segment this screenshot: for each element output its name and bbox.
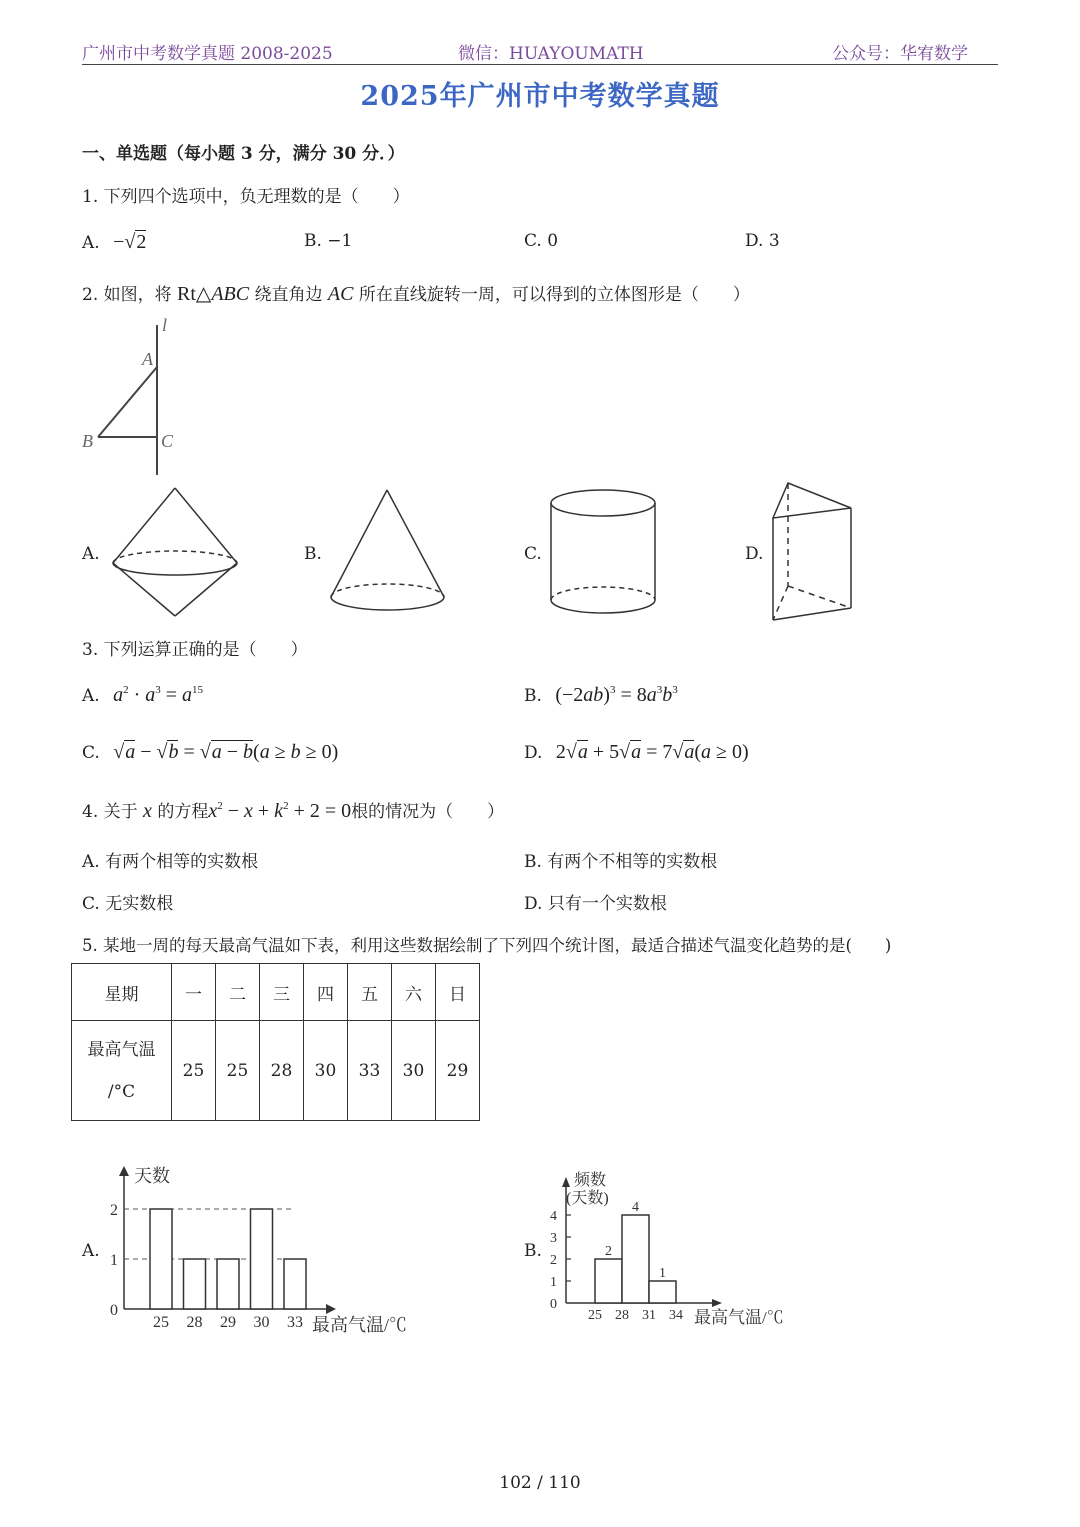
y-tick-label: 4: [550, 1209, 557, 1224]
x-axis-label: 最高气温/℃: [694, 1308, 784, 1327]
cone-icon: [326, 487, 451, 617]
table-cell: 28: [260, 1021, 304, 1121]
chart-b-histogram: [540, 1165, 810, 1335]
q2-option-c-label: C.: [524, 544, 542, 564]
q1-stem: 1. 下列四个选项中，负无理数的是（ ）: [82, 187, 410, 207]
x-tick-label: 31: [642, 1308, 656, 1323]
table-row-label: 最高气温 /°C: [72, 1021, 172, 1121]
y-tick-label: 1: [110, 1252, 118, 1269]
page-number: 102 / 110: [499, 1473, 581, 1493]
q5-stem: 5. 某地一周的每天最高气温如下表，利用这些数据绘制了下列四个统计图，最适合描述气温变化趋势的是( ): [82, 936, 892, 955]
q3-option-d: D. 2√a + 5√a = 7√a(a ≥ 0): [524, 741, 749, 763]
q5-option-b-label: B.: [524, 1241, 542, 1261]
q1-option-c: C. 0: [524, 231, 559, 251]
data-label: 4: [632, 1200, 639, 1215]
y-axis-arrow: [119, 1166, 129, 1176]
q1-a-minus: −: [113, 231, 125, 253]
bar: [284, 1259, 306, 1309]
q1-option-b: B. −1: [304, 231, 353, 251]
table-cell: 33: [348, 1021, 392, 1121]
table-cell: 30: [392, 1021, 436, 1121]
x-tick-label: 25: [588, 1308, 602, 1323]
q4-option-b: B. 有两个不相等的实数根: [524, 852, 718, 872]
table-row: [72, 1021, 480, 1121]
table-cell: 30: [304, 1021, 348, 1121]
x-tick-label: 33: [287, 1314, 303, 1331]
chart-a-bar: [100, 1160, 440, 1340]
x-tick-label: 28: [615, 1308, 629, 1323]
temperature-table: [71, 963, 480, 1121]
bar: [217, 1259, 239, 1309]
q4-option-c: C. 无实数根: [82, 894, 174, 914]
q2-option-a-label: A.: [82, 544, 100, 564]
page-title: 2025年广州市中考数学真题: [360, 81, 720, 112]
triangular-prism-icon: [768, 478, 858, 628]
x-tick-label: 34: [669, 1308, 683, 1323]
q1-option-a: A. −√2: [82, 231, 147, 253]
data-label: 2: [605, 1244, 612, 1259]
q3-option-a: A. $a^2 \cdot a^3 = a^{15}$: [82, 684, 204, 706]
bar: [251, 1209, 273, 1309]
q2-label-b: B: [82, 431, 93, 451]
q2-label-l: l: [162, 315, 168, 335]
table-header-cell: 五: [348, 964, 392, 1021]
y-axis-label: 天数: [134, 1166, 170, 1186]
table-header-cell: 二: [216, 964, 260, 1021]
q2-option-d-label: D.: [745, 544, 764, 564]
y-tick-label: 3: [550, 1231, 557, 1246]
q2-label-c: C: [161, 431, 174, 451]
x-axis-arrow: [326, 1304, 336, 1314]
table-header-cell: 日: [436, 964, 480, 1021]
q2-option-b-label: B.: [304, 544, 322, 564]
y-axis-arrow: [562, 1177, 570, 1187]
table-header-row: [72, 964, 480, 1021]
x-tick-label: 28: [186, 1314, 203, 1331]
section-heading: 一、单选题（每小题 3 分，满分 30 分．）: [82, 144, 405, 164]
q4-stem: 4. 关于 x 的方程$x^2 - x + k^2 + 2 = 0$根的情况为（ ）: [82, 800, 505, 822]
q5-option-a-label: A.: [82, 1241, 100, 1261]
table-cell: 29: [436, 1021, 480, 1121]
x-tick-label: 29: [220, 1314, 236, 1331]
q3-stem: 3. 下列运算正确的是（ ）: [82, 640, 308, 660]
table-header-cell: 六: [392, 964, 436, 1021]
q3-option-c: C. √a − √b = √a − b(a ≥ b ≥ 0): [82, 741, 339, 763]
q3-option-b: B. $(-2ab)^3 = 8a^3b^3$: [524, 684, 678, 706]
y-tick-label: 1: [550, 1275, 557, 1290]
x-axis-arrow: [712, 1299, 722, 1307]
q4-option-d: D. 只有一个实数根: [524, 894, 667, 914]
y-axis-label: (天数): [566, 1190, 609, 1207]
y-axis-label: 频数: [574, 1172, 607, 1189]
x-axis-label: 最高气温/℃: [312, 1315, 408, 1335]
header-right: 公众号：华宥数学: [832, 44, 968, 64]
y-tick-label: 0: [110, 1302, 118, 1319]
y-tick-label: 2: [550, 1253, 557, 1268]
q1-a-radicand: 2: [136, 231, 147, 253]
header-divider: [82, 64, 998, 65]
header-center: 微信：HUAYOUMATH: [458, 44, 644, 64]
bar: [595, 1259, 622, 1303]
bar: [184, 1259, 206, 1309]
y-tick-label: 2: [110, 1202, 118, 1219]
double-cone-icon: [108, 485, 243, 620]
data-label: 1: [659, 1266, 666, 1281]
q2-stem: 2. 如图，将 Rt△ABC 绕直角边 AC 所在直线旋转一周，可以得到的立体图形是（ ）: [82, 283, 750, 305]
q1-option-d: D. 3: [745, 231, 780, 251]
q2-triangle-figure: [80, 315, 190, 480]
q2-label-a: A: [142, 349, 153, 369]
bar: [150, 1209, 172, 1309]
cylinder-icon: [546, 486, 662, 618]
table-header-cell: 四: [304, 964, 348, 1021]
x-tick-label: 25: [153, 1314, 169, 1331]
x-tick-label: 30: [253, 1314, 270, 1331]
header-left: 广州市中考数学真题 2008-2025: [82, 44, 333, 64]
table-cell: 25: [216, 1021, 260, 1121]
table-header-cell: 一: [172, 964, 216, 1021]
y-tick-label: 0: [550, 1297, 557, 1312]
table-header-cell: 星期: [72, 964, 172, 1021]
q4-option-a: A. 有两个相等的实数根: [82, 852, 259, 872]
q1-a-label: A.: [82, 233, 100, 253]
bar: [649, 1281, 676, 1303]
table-header-cell: 三: [260, 964, 304, 1021]
bar: [622, 1215, 649, 1303]
table-cell: 25: [172, 1021, 216, 1121]
